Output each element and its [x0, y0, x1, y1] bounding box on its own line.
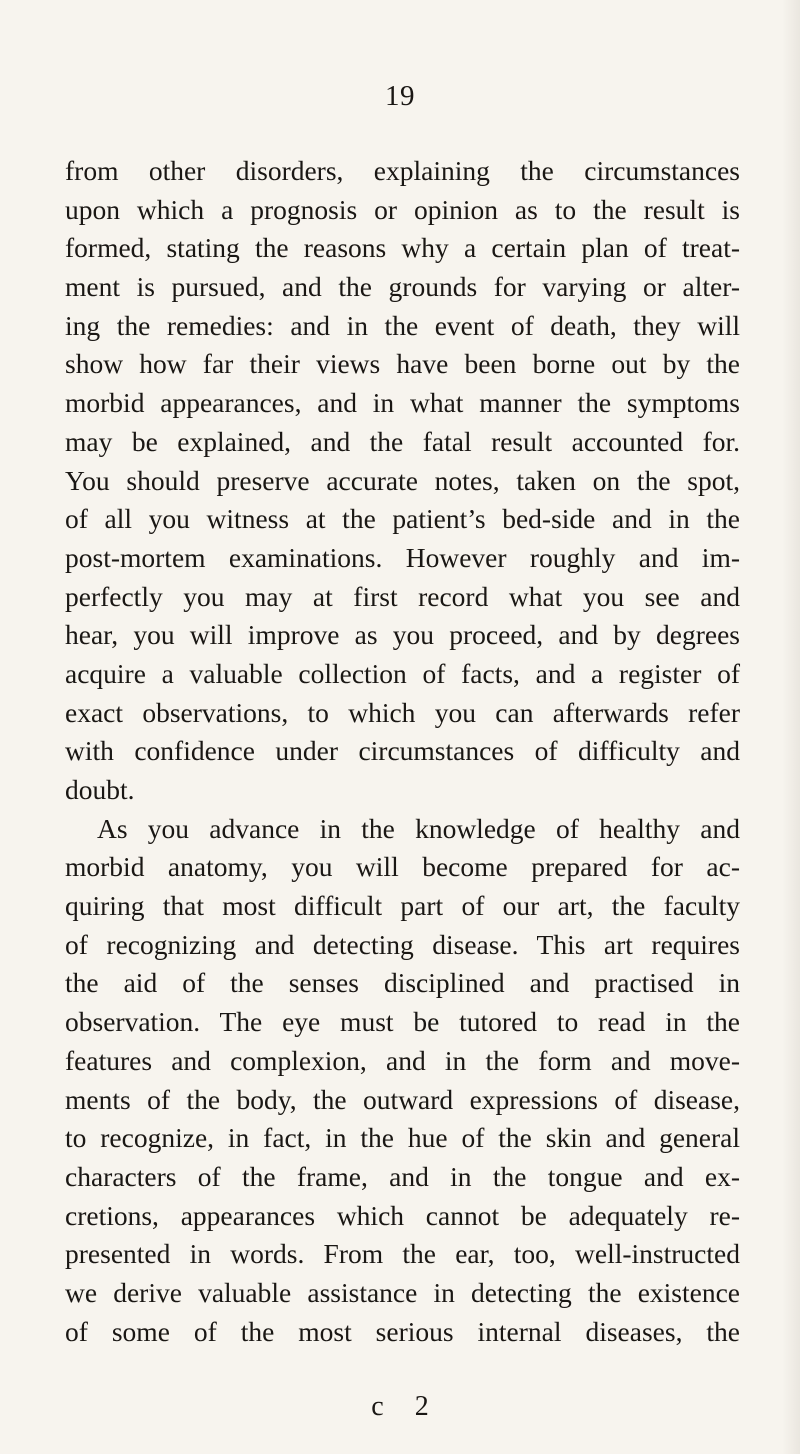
text-line: morbid appearances, and in what manner the symptoms: [65, 387, 740, 419]
text-line: presented in words. From the ear, too, well-instructed: [65, 1238, 740, 1270]
text-line: morbid anatomy, you will become prepared for ac-: [65, 851, 740, 883]
text-line: formed, stating the reasons why a certain plan of treat-: [65, 232, 740, 264]
text-line: perfectly you may at first record what you see and: [65, 580, 740, 612]
page-number: 19: [385, 80, 415, 112]
text-line: hear, you will improve as you proceed, and by degrees: [65, 619, 740, 651]
text-line: show how far their views have been borne out by the: [65, 348, 740, 380]
text-line: acquire a valuable collection of facts, and a register of: [65, 657, 740, 689]
text-line: may be explained, and the fatal result accounted for.: [65, 425, 740, 457]
body-text: [65, 152, 740, 1351]
text-line: exact observations, to which you can afterwards refer: [65, 696, 740, 728]
text-line: quiring that most difficult part of our art, the faculty: [65, 890, 740, 922]
text-line: doubt.: [65, 774, 135, 805]
text-line: observation. The eye must be tutored to read in the: [65, 1006, 740, 1038]
text-line: upon which a prognosis or opinion as to the result is: [65, 193, 740, 225]
text-line: of recognizing and detecting disease. This art requires: [65, 928, 740, 960]
text-line: ment is pursued, and the grounds for varying or alter-: [65, 271, 740, 303]
text-line: the aid of the senses disciplined and practised in: [65, 967, 740, 999]
text-line: features and complexion, and in the form and move-: [65, 1044, 740, 1076]
text-line: ments of the body, the outward expressions of disease,: [65, 1083, 740, 1115]
signature-mark: c 2: [371, 1391, 441, 1422]
text-line: post-mortem examinations. However roughly and im-: [65, 541, 740, 573]
text-line: to recognize, in fact, in the hue of the skin and general: [65, 1122, 740, 1154]
text-line: characters of the frame, and in the tongue and ex-: [65, 1160, 740, 1192]
text-line: of some of the most serious internal diseases, the: [65, 1315, 740, 1347]
text-line: with confidence under circumstances of difficulty and: [65, 735, 740, 767]
text-line: You should preserve accurate notes, taken on the spot,: [65, 464, 740, 496]
text-line: from other disorders, explaining the circumstances: [65, 155, 740, 186]
text-line: of all you witness at the patient’s bed-side and in the: [65, 503, 740, 535]
paragraph-start-line: As you advance in the knowledge of healthy and: [97, 812, 740, 844]
page-edge-shadow: [782, 0, 800, 1454]
text-line: we derive valuable assistance in detecting the existence: [65, 1276, 740, 1308]
text-line: ing the remedies: and in the event of death, they will: [65, 309, 740, 341]
text-line: cretions, appearances which cannot be adequately re-: [65, 1199, 740, 1231]
